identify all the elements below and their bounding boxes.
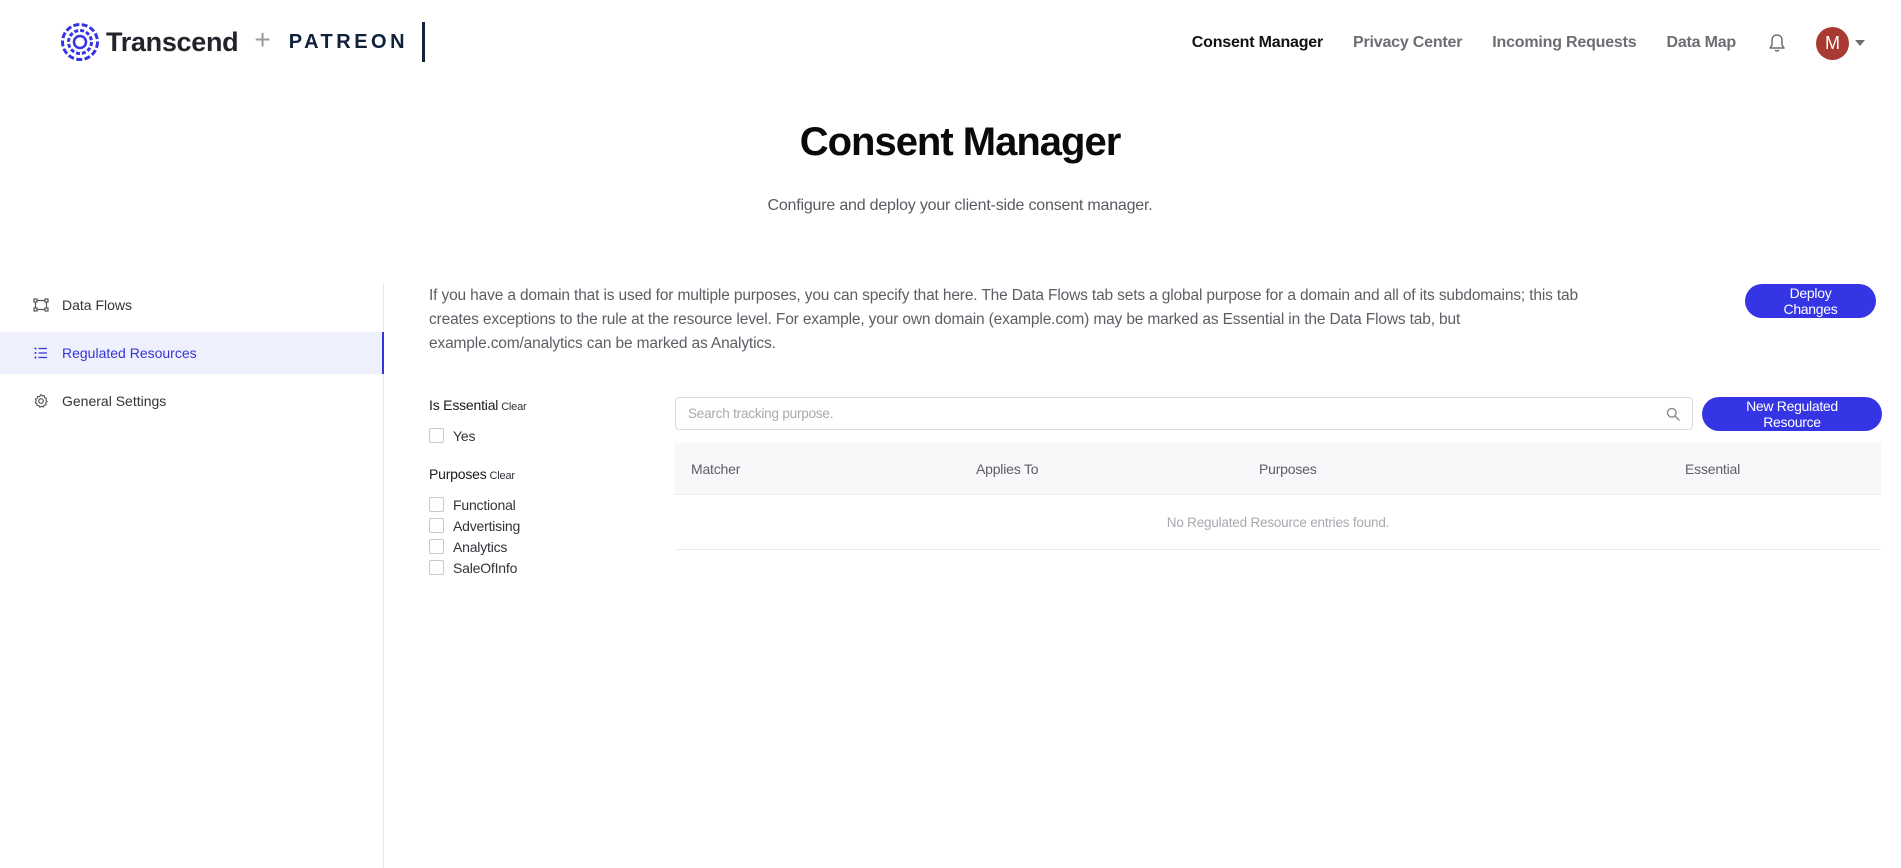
filter-title-purposes xyxy=(429,466,649,482)
sidebar-item-regulated-resources[interactable] xyxy=(0,332,383,374)
checkbox-row-functional[interactable] xyxy=(429,494,649,515)
checkbox-label: Analytics xyxy=(453,538,508,555)
page-subtitle: Configure and deploy your client-side consent manager. xyxy=(767,197,1153,214)
filter-is-essential xyxy=(429,397,649,446)
data-flows-icon xyxy=(33,297,49,313)
table-header xyxy=(675,443,1881,495)
filters-panel xyxy=(429,397,649,598)
column-header-essential[interactable]: Essential xyxy=(1685,460,1741,477)
table-empty-message: No Regulated Resource entries found. xyxy=(675,495,1881,550)
avatar-initial: M xyxy=(1825,32,1840,53)
transcend-logo-icon xyxy=(60,22,100,62)
page-title: Consent Manager xyxy=(799,120,1121,164)
bell-icon[interactable] xyxy=(1766,32,1788,54)
nav-incoming-requests[interactable]: Incoming Requests xyxy=(1492,34,1637,51)
partner-logo: PATREON xyxy=(288,30,409,53)
sidebar-item-label: Data Flows xyxy=(62,297,133,313)
checkbox-label: Functional xyxy=(453,496,516,513)
main-nav xyxy=(1192,22,1901,64)
clear-essential-button[interactable]: Clear xyxy=(501,401,527,413)
checkbox-analytics[interactable] xyxy=(429,539,444,554)
checkbox-row-advertising[interactable] xyxy=(429,515,649,536)
search-box xyxy=(675,397,1693,430)
checkbox-row-yes[interactable] xyxy=(429,425,649,446)
checkbox-label: Advertising xyxy=(453,517,521,534)
column-header-matcher[interactable]: Matcher xyxy=(691,460,741,477)
search-input[interactable] xyxy=(676,398,1692,429)
filter-purposes xyxy=(429,466,649,578)
sidebar-item-data-flows[interactable] xyxy=(0,284,383,326)
regulated-resources-table xyxy=(675,443,1881,550)
checkbox-label: Yes xyxy=(453,427,476,444)
checkbox-yes[interactable] xyxy=(429,428,444,443)
list-icon xyxy=(33,345,49,361)
nav-consent-manager[interactable]: Consent Manager xyxy=(1191,34,1324,51)
checkbox-label: SaleOfInfo xyxy=(453,559,518,576)
checkbox-functional[interactable] xyxy=(429,497,444,512)
column-header-purposes[interactable]: Purposes xyxy=(1259,460,1317,477)
nav-privacy-center[interactable]: Privacy Center xyxy=(1353,34,1463,51)
checkbox-row-analytics[interactable] xyxy=(429,536,649,557)
sidebar-item-general-settings[interactable] xyxy=(0,380,383,422)
intro-text: If you have a domain that is used for multiple purposes, you can specify that here. The Data Flows tab sets a global purpose for a domain and all of its subdomains; this tab creates exceptions to the rule at the resource level. For example, your own domain (example.com) may be marked as Essential in the Data Flows tab, but example.com/analytics can be marked as Analytics. xyxy=(429,287,1578,352)
filter-title-label: Is Essential xyxy=(429,397,499,413)
checkbox-saleofinfo[interactable] xyxy=(429,560,444,575)
sidebar-item-label: General Settings xyxy=(62,393,167,409)
top-bar xyxy=(0,0,1901,86)
checkbox-row-saleofinfo[interactable] xyxy=(429,557,649,578)
nav-data-map[interactable]: Data Map xyxy=(1666,34,1736,51)
sidebar xyxy=(0,284,384,868)
brand-name: Transcend xyxy=(106,26,239,57)
checkbox-advertising[interactable] xyxy=(429,518,444,533)
filter-title-label: Purposes xyxy=(429,466,487,482)
new-regulated-resource-button[interactable]: New Regulated Resource xyxy=(1702,397,1882,431)
sidebar-item-label: Regulated Resources xyxy=(62,345,197,361)
avatar[interactable] xyxy=(1816,27,1849,60)
column-header-applies-to[interactable]: Applies To xyxy=(976,460,1039,477)
brand[interactable] xyxy=(60,20,425,64)
chevron-down-icon[interactable] xyxy=(1855,40,1865,46)
partner-logo-bar xyxy=(422,22,425,62)
brand-plus: + xyxy=(254,24,271,55)
search-icon[interactable] xyxy=(1666,407,1680,421)
gear-icon xyxy=(33,393,49,409)
deploy-changes-button[interactable]: Deploy Changes xyxy=(1745,284,1876,318)
filter-title-essential xyxy=(429,397,649,413)
clear-purposes-button[interactable]: Clear xyxy=(489,470,515,482)
